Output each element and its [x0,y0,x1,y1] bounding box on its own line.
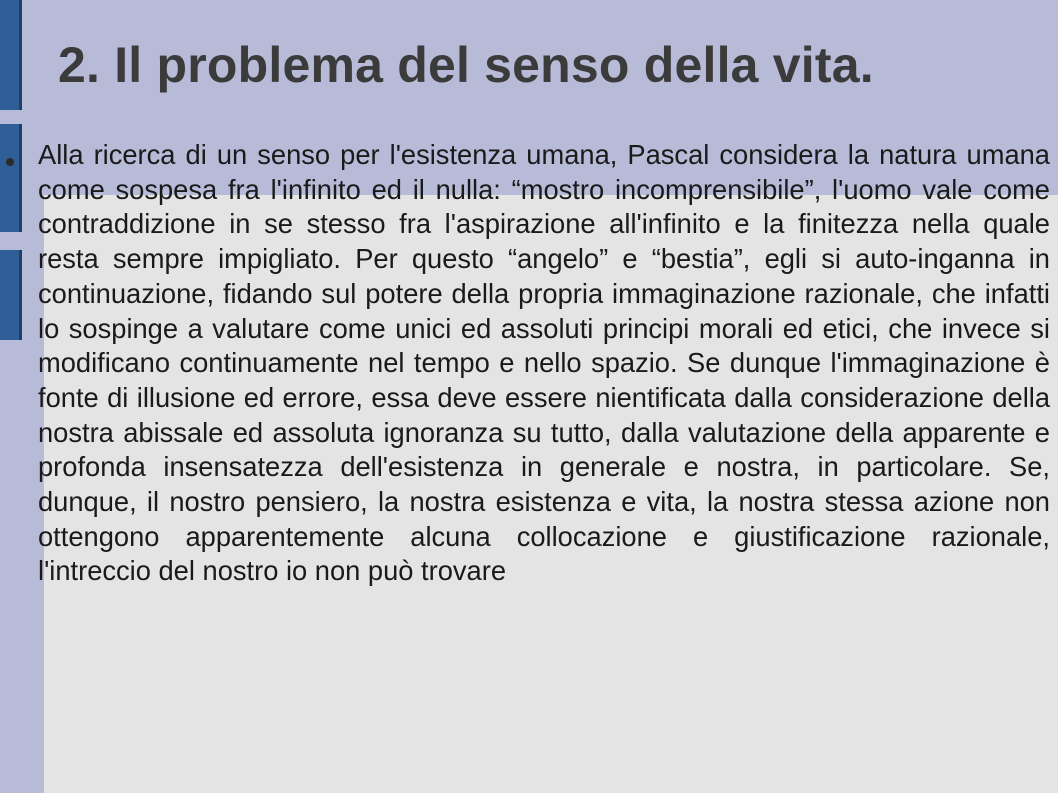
bullet-text: Alla ricerca di un senso per l'esistenza umana, Pascal considera la natura umana come sospesa fra l'infinito ed il nulla: “mostro incomprensibile”, l'uomo vale come contraddizione in se stesso fra l'aspirazione all'infinito e la finitezza nella quale resta sempre impigliato. Per questo “angelo” e “bestia”, egli si auto-inganna in continuazione, fidando sul potere della propria immaginazione razionale, che infatti lo sospinge a valutare come unici ed assoluti principi morali ed etici, che invece si modificano continuamente nel tempo e nello spazio. Se dunque l'immaginazione è fonte di illusione ed errore, essa deve essere nientificata dalla considerazione della nostra abissale ed assoluta ignoranza su tutto, dalla valutazione della apparente e profonda insensatezza dell'esistenza in generale e nostra, in particolare. Se, dunque, il nostro pensiero, la nostra esistenza e vita, la nostra stessa azione non ottengono apparentemente alcuna collocazione e giustificazione razionale, l'intreccio del nostro io non può trovare [38,139,1050,587]
slide-title: 2. Il problema del senso della vita. [58,37,874,93]
accent-bar-middle [0,124,22,232]
accent-bar-top [0,0,22,110]
accent-bar-bottom [0,250,22,340]
bullet-dot-icon [6,158,14,166]
